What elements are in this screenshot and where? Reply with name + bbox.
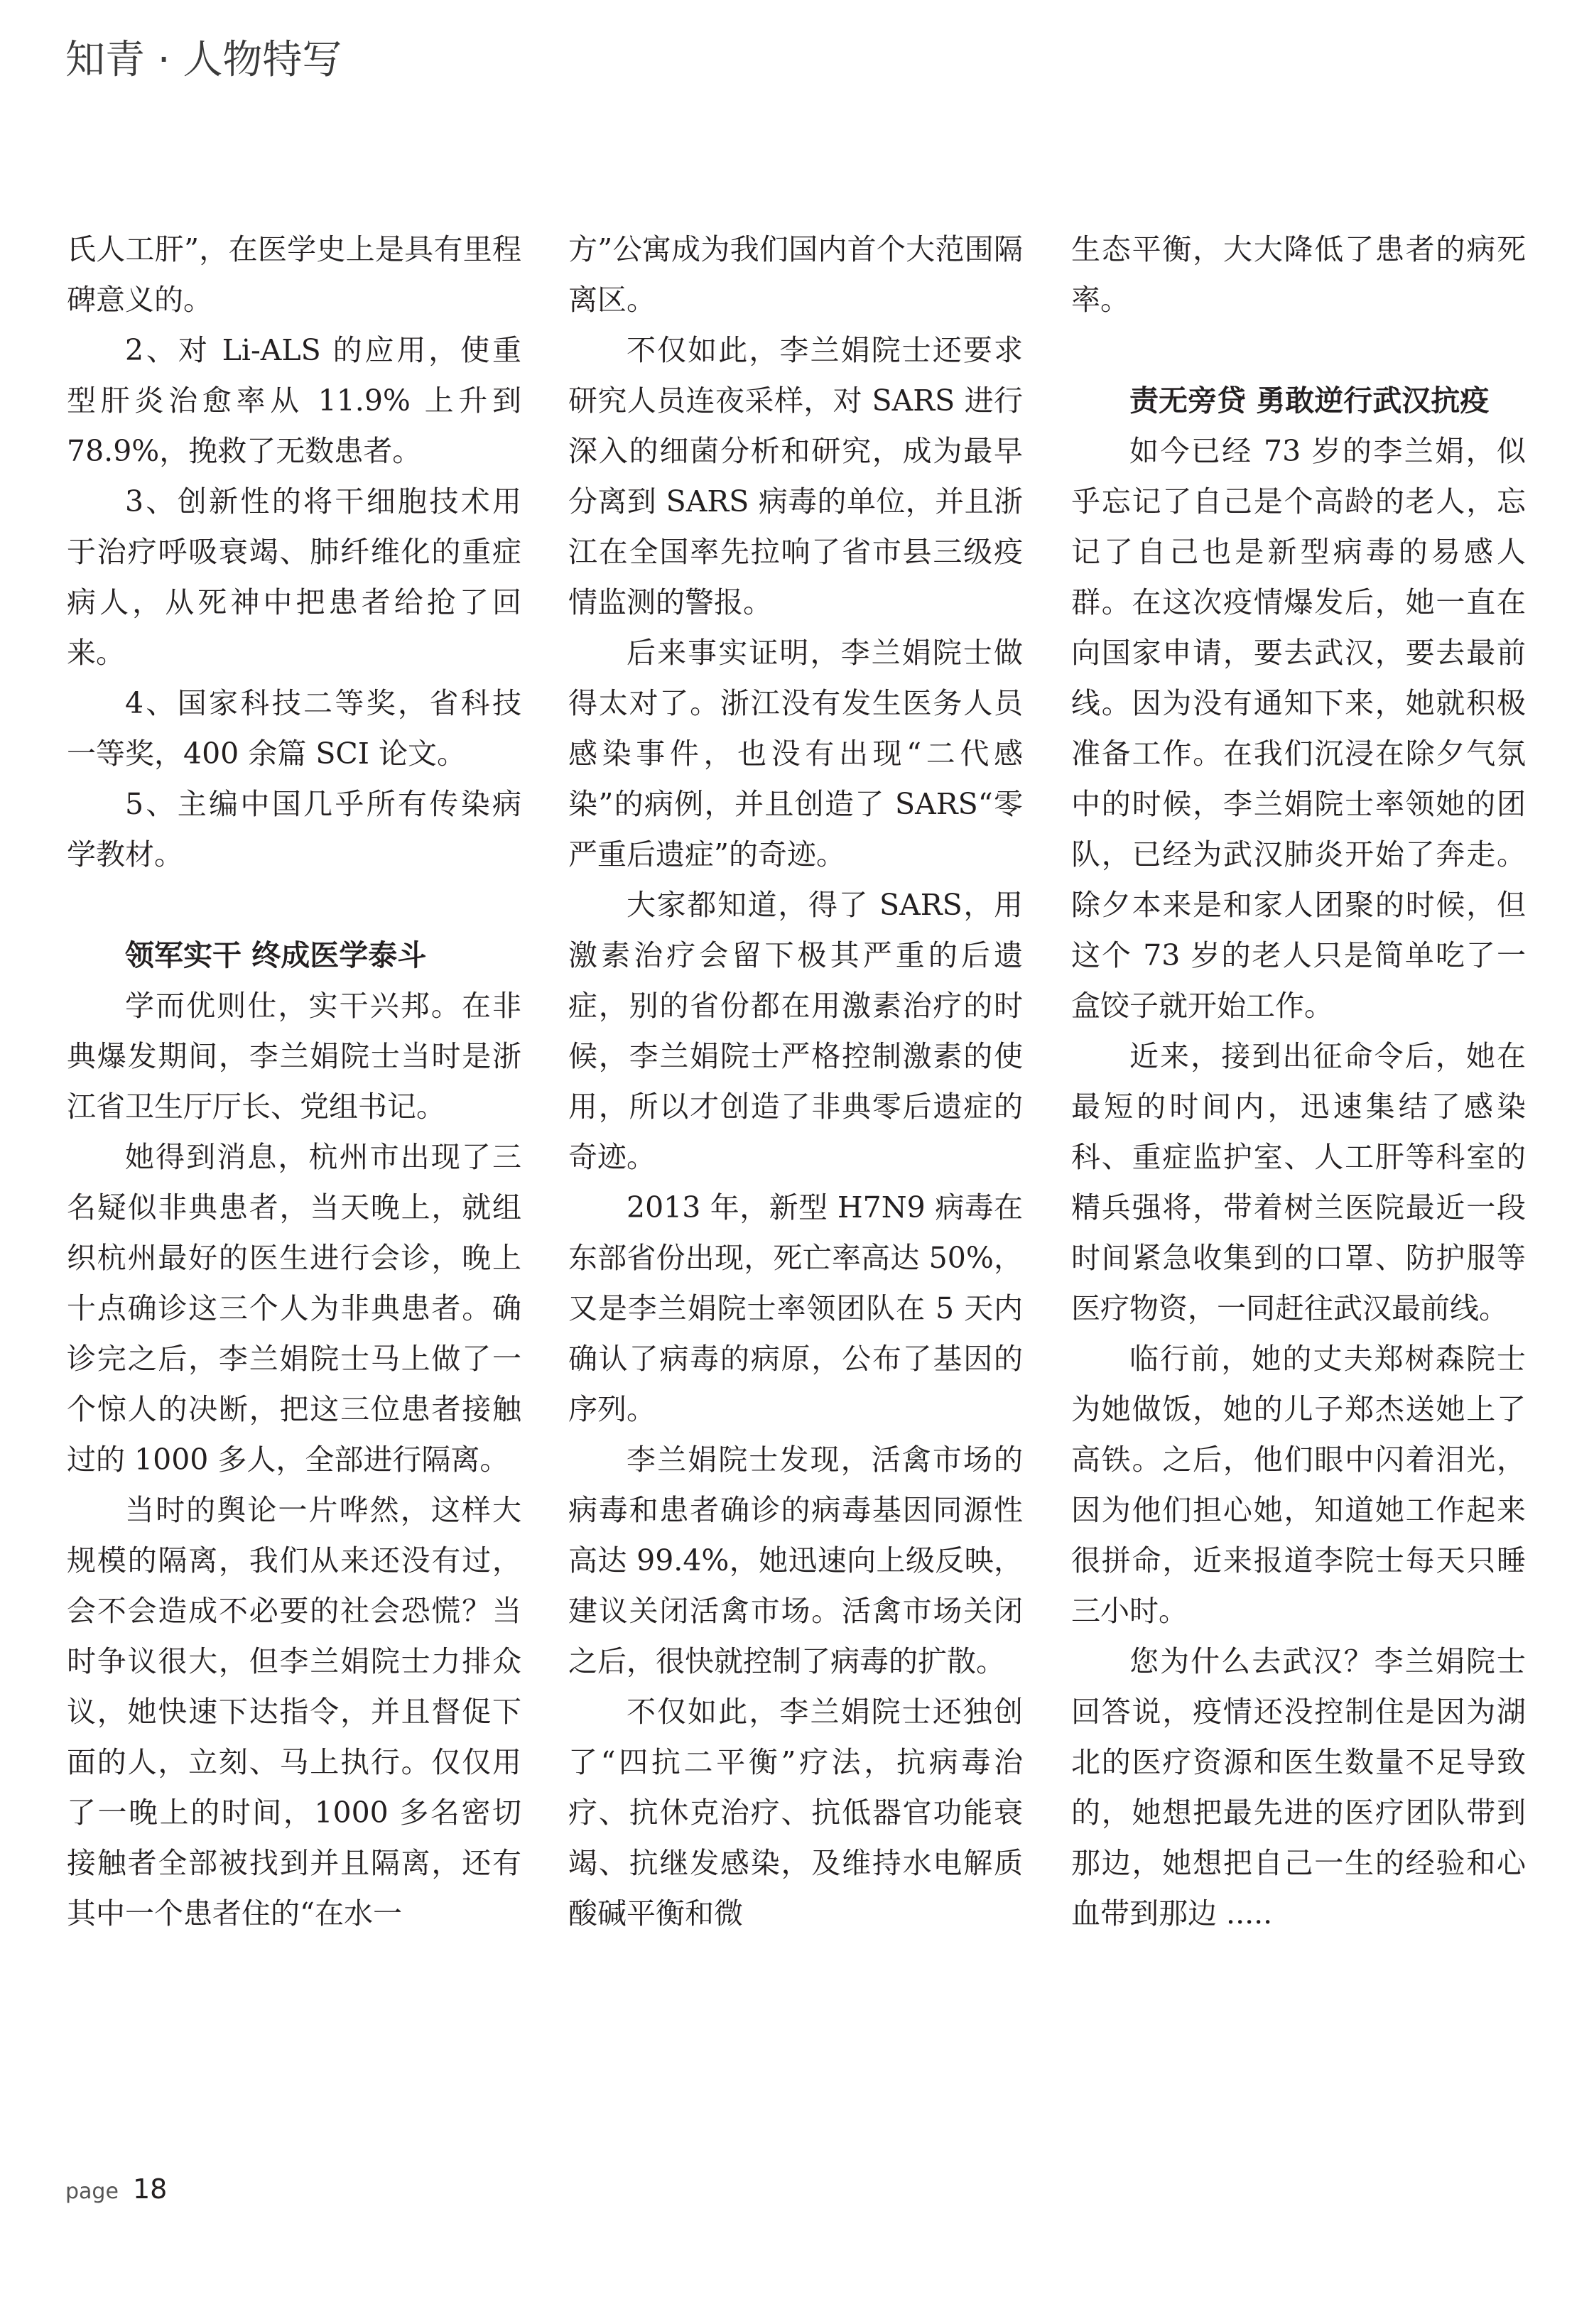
body-paragraph: 2013 年，新型 H7N9 病毒在东部省份出现，死亡率高达 50%，又是李兰娟院士率领团队在 5 天内确认了病毒的病原，公布了基因的序列。 xyxy=(568,1190,1023,1426)
body-paragraph: 方”公寓成为我们国内首个大范围隔离区。 xyxy=(568,232,1023,317)
body-paragraph: 后来事实证明，李兰娟院士做得太对了。浙江没有发生医务人员感染事件，也没有出现“二代感染”的病例，并且创造了 SARS“零严重后遗症”的奇迹。 xyxy=(568,636,1023,872)
page-word: page xyxy=(65,2179,119,2204)
body-paragraph: 学而优则仕，实干兴邦。在非典爆发期间，李兰娟院士当时是浙江省卫生厅厅长、党组书记。 xyxy=(67,989,521,1124)
article-column-3 xyxy=(1071,224,1526,1939)
paragraph-spacer xyxy=(1071,325,1526,376)
body-paragraph: 您为什么去武汉？李兰娟院士回答说，疫情还没控制住是因为湖北的医疗资源和医生数量不足导致的，她想把最先进的医疗团队带到那边，她想把自己一生的经验和心血带到那边 ..... xyxy=(1071,1644,1526,1931)
body-paragraph: 李兰娟院士发现，活禽市场的病毒和患者确诊的病毒基因同源性高达 99.4%，她迅速向上级反映，建议关闭活禽市场。活禽市场关闭之后，很快就控制了病毒的扩散。 xyxy=(568,1443,1023,1678)
article-column-1 xyxy=(67,224,521,1939)
body-paragraph: 她得到消息，杭州市出现了三名疑似非典患者，当天晚上，就组织杭州最好的医生进行会诊，晚上十点确诊这三个人为非典患者。确诊完之后，李兰娟院士马上做了一个惊人的决断，把这三位患者接触过的 1000 多人，全部进行隔离。 xyxy=(67,1140,521,1477)
body-paragraph: 3、创新性的将干细胞技术用于治疗呼吸衰竭、肺纤维化的重症病人，从死神中把患者给抢了回来。 xyxy=(67,484,521,670)
body-paragraph: 近来，接到出征命令后，她在最短的时间内，迅速集结了感染科、重症监护室、人工肝等科室的精兵强将，带着树兰医院最近一段时间紧急收集到的口罩、防护服等医疗物资，一同赶往武汉最前线。 xyxy=(1071,1039,1526,1325)
body-paragraph: 不仅如此，李兰娟院士还独创了“四抗二平衡”疗法，抗病毒治疗、抗休克治疗、抗低器官功能衰竭、抗继发感染，及维持水电解质酸碱平衡和微 xyxy=(568,1695,1023,1931)
section-heading: 责无旁贷 勇敢逆行武汉抗疫 xyxy=(1129,384,1490,418)
body-paragraph: 2、对 Li-ALS 的应用，使重型肝炎治愈率从 11.9% 上升到 78.9%，挽救了无数患者。 xyxy=(67,333,521,468)
article-column-2 xyxy=(568,224,1023,1939)
page-folio xyxy=(65,2173,167,2205)
page-number: 18 xyxy=(132,2173,168,2205)
body-paragraph: 大家都知道，得了 SARS，用激素治疗会留下极其严重的后遗症，别的省份都在用激素治疗的时候，李兰娟院士严格控制激素的使用，所以才创造了非典零后遗症的奇迹。 xyxy=(568,888,1023,1174)
body-paragraph: 不仅如此，李兰娟院士还要求研究人员连夜采样，对 SARS 进行深入的细菌分析和研究，成为最早分离到 SARS 病毒的单位，并且浙江在全国率先拉响了省市县三级疫情监测的警报。 xyxy=(568,333,1023,619)
body-paragraph: 4、国家科技二等奖，省科技一等奖，400 余篇 SCI 论文。 xyxy=(67,686,521,771)
section-label: 知青 · 人物特写 xyxy=(65,37,342,83)
paragraph-spacer xyxy=(67,880,521,930)
body-paragraph: 5、主编中国几乎所有传染病学教材。 xyxy=(67,787,521,872)
body-paragraph: 如今已经 73 岁的李兰娟，似乎忘记了自己是个高龄的老人，忘记了自己也是新型病毒的易感人群。在这次疫情爆发后，她一直在向国家申请，要去武汉，要去最前线。因为没有通知下来，她就积极准备工作。在我们沉浸在除夕气氛中的时候，李兰娟院士率领她的团队，已经为武汉肺炎开始了奔走。除夕本来是和家人团聚的时候，但这个 73 岁的老人只是简单吃了一盒饺子就开始工作。 xyxy=(1071,434,1526,1023)
body-paragraph: 生态平衡，大大降低了患者的病死率。 xyxy=(1071,232,1526,317)
body-paragraph: 氏人工肝”，在医学史上是具有里程碑意义的。 xyxy=(67,232,521,317)
body-paragraph: 临行前，她的丈夫郑树森院士为她做饭，她的儿子郑杰送她上了高铁。之后，他们眼中闪着泪光，因为他们担心她，知道她工作起来很拼命，近来报道李院士每天只睡三小时。 xyxy=(1071,1342,1526,1628)
body-paragraph: 当时的舆论一片哗然，这样大规模的隔离，我们从来还没有过，会不会造成不必要的社会恐慌？当时争议很大，但李兰娟院士力排众议，她快速下达指令，并且督促下面的人，立刻、马上执行。仅仅用了一晚上的时间，1000 多名密切接触者全部被找到并且隔离，还有其中一个患者住的“在水一 xyxy=(67,1493,521,1931)
section-heading: 领军实干 终成医学泰斗 xyxy=(125,938,427,972)
